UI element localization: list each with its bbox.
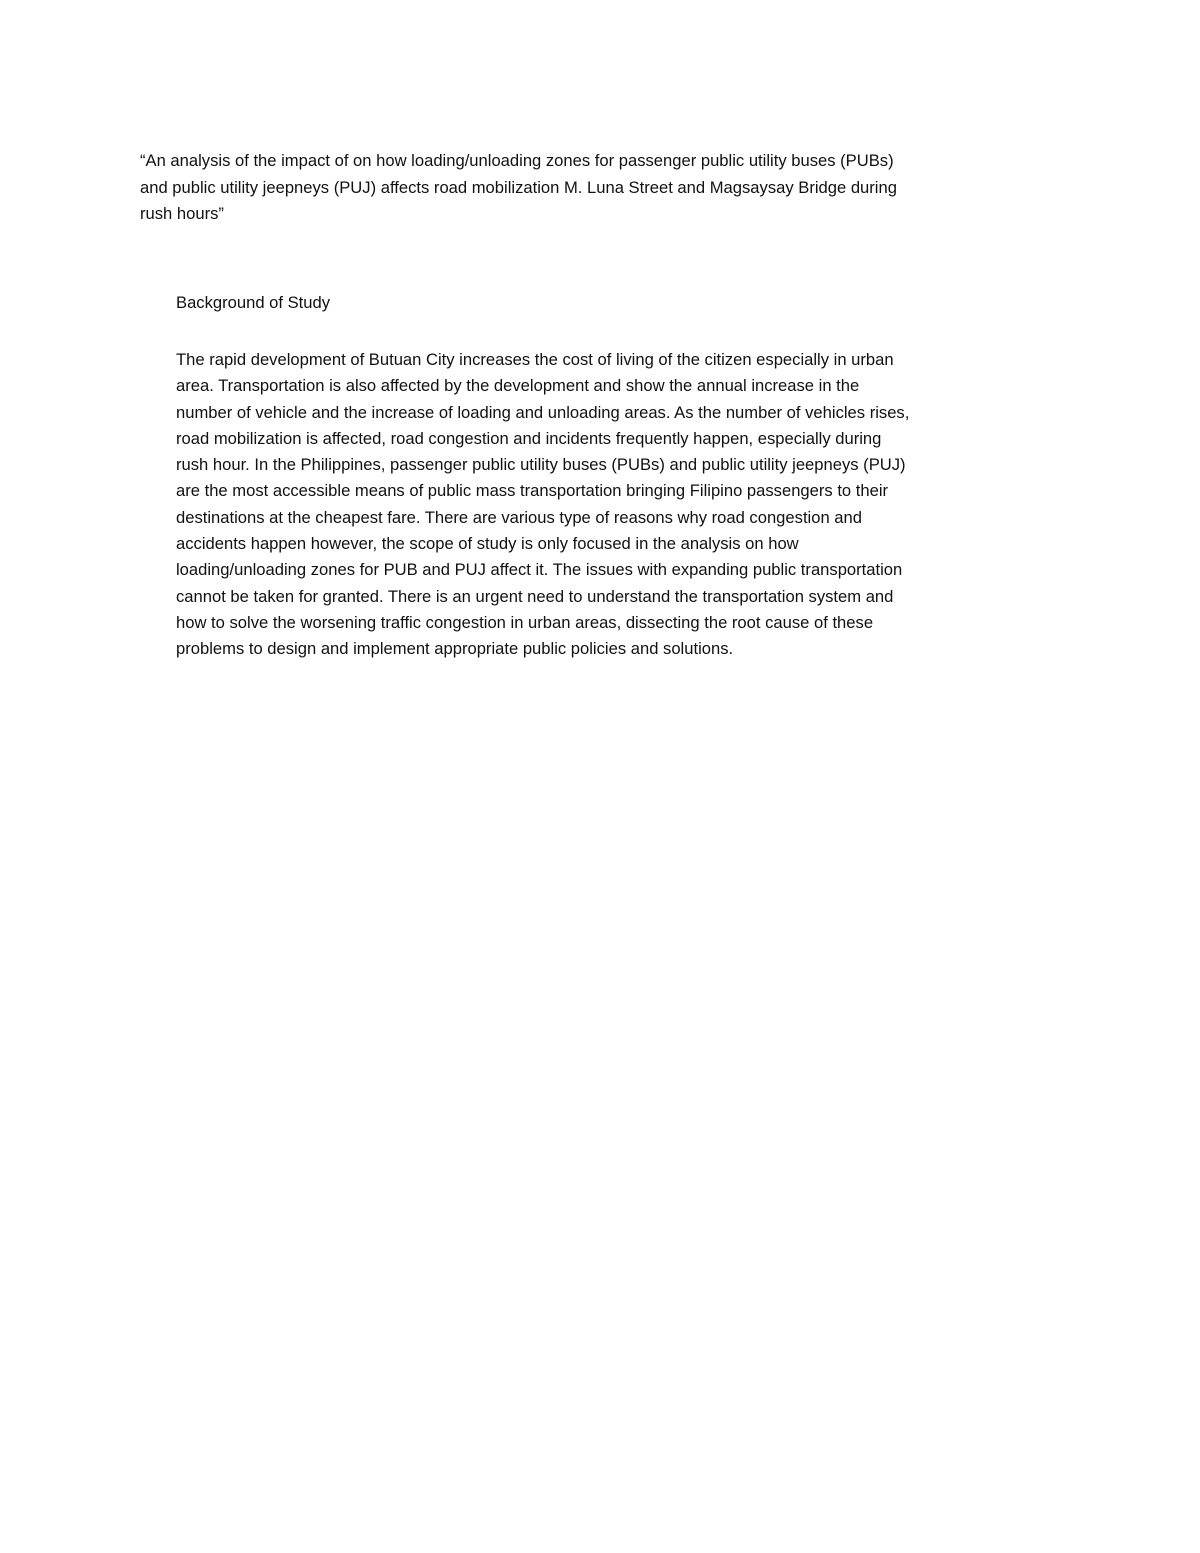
title-line: “An analysis of the impact of on how loading/unloading zones for passenger public utility buses (PUBs) <box>140 151 894 170</box>
body-line: loading/unloading zones for PUB and PUJ affect it. The issues with expanding public transportation <box>176 560 903 580</box>
body-line: are the most accessible means of public mass transportation bringing Filipino passengers to their <box>176 481 889 501</box>
title-line: rush hours” <box>140 204 224 223</box>
body-line: problems to design and implement appropriate public policies and solutions. <box>176 639 734 659</box>
body-line: The rapid development of Butuan City increases the cost of living of the citizen especially in urban <box>176 350 894 369</box>
body-line: destinations at the cheapest fare. There are various type of reasons why road congestion and <box>176 507 862 527</box>
body-line: area. Transportation is also affected by the development and show the annual increase in the <box>176 376 860 396</box>
body-line: how to solve the worsening traffic congestion in urban areas, dissecting the root cause of these <box>176 612 874 632</box>
body-line: road mobilization is affected, road congestion and incidents frequently happen, especially during <box>176 428 882 448</box>
document-title <box>140 151 897 231</box>
title-line: and public utility jeepneys (PUJ) affects road mobilization M. Luna Street and Magsaysay Bridge during <box>140 177 897 197</box>
body-line: cannot be taken for granted. There is an urgent need to understand the transportation system and <box>176 586 894 606</box>
body-line: number of vehicle and the increase of loading and unloading areas. As the number of vehicles rises, <box>176 402 910 422</box>
body-paragraph <box>176 350 909 666</box>
section-heading: Background of Study <box>176 293 331 312</box>
body-line: accidents happen however, the scope of study is only focused in the analysis on how <box>176 534 799 554</box>
body-line: rush hour. In the Philippines, passenger public utility buses (PUBs) and public utility jeepneys (PUJ) <box>176 455 906 475</box>
